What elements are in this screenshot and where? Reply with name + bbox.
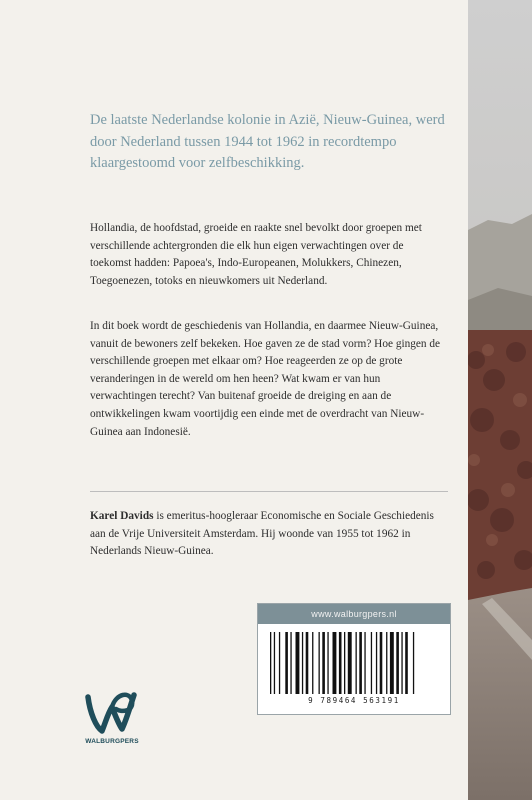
barcode-bar [270,632,271,694]
isbn-number: 9 789464 563191 [308,696,400,705]
barcode-bar [386,632,387,694]
barcode-bar [413,632,414,694]
barcode-bar [274,632,275,694]
barcode-bar [302,632,303,694]
barcode-bar [339,632,342,694]
publisher-name: WALBURGPERS [85,738,139,745]
barcode-bar [306,632,309,694]
barcode-bar [290,632,291,694]
barcode-bar [319,632,320,694]
publisher-logo [82,683,142,743]
publisher-url: www.walburgpers.nl [258,604,450,624]
barcode-bar [364,632,365,694]
barcode-bar [327,632,328,694]
body-paragraph-1: Hollandia, de hoofdstad, groeide en raakte snel bevolkt door groepen met verschillende achtergronden die elk hun eigen verwachtingen over de toekomst hadden: Papoea's, Indo-Europeanen, Molukkers, Chinezen, Toegoenezen, totoks en nieuwkomers uit Nederland. [90,222,422,287]
barcode-bar [296,632,300,694]
author-name: Karel Davids [90,510,154,522]
barcode-bar [405,632,408,694]
barcode-bar [279,632,280,694]
barcode-bar [333,632,337,694]
author-bio [90,508,446,561]
landscape-photo [468,0,532,800]
barcode-bar [312,632,313,694]
barcode-bar [376,632,377,694]
barcode-bar [390,632,394,694]
cover-photo-strip [468,0,532,800]
barcode-bar [344,632,345,694]
barcode-bar [285,632,288,694]
barcode-bar [359,632,362,694]
body-paragraph-2: In dit boek wordt de geschiedenis van Hollandia, en daarmee Nieuw-Guinea, vanuit de bewoners zelf bekeken. Hoe gaven ze de stad vorm? Hoe gingen de verschillende groepen met elkaar om? Hoe reageerden ze op de grote veranderingen in de wereld om hen heen? Wat kwam er van hun verwachtingen terecht? Van buitenaf groeide de dreiging en aan de ontwikkelingen kwam voortijdig een einde met de overdracht van Nieuw-Guinea aan Indonesië. [90,320,441,438]
intro-paragraph: De laatste Nederlandse kolonie in Azië, Nieuw-Guinea, werd door Nederland tussen 1944 tot 1962 in recordtempo klaargestoomd voor zelfbeschikking. [90,112,445,171]
barcode [268,632,440,694]
barcode-bar [371,632,372,694]
barcode-bar [401,632,402,694]
divider [90,491,448,492]
barcode-bar [356,632,357,694]
barcode-bar [322,632,325,694]
barcode-box [257,603,451,715]
author-bio-text: is emeritus-hoogleraar Economische en Sociale Geschiedenis aan de Vrije Universiteit Amsterdam. Hij woonde van 1955 tot 1962 in Nederlands Nieuw-Guinea. [90,510,434,558]
barcode-bar [380,632,383,694]
barcode-bar [396,632,399,694]
barcode-bar [348,632,352,694]
